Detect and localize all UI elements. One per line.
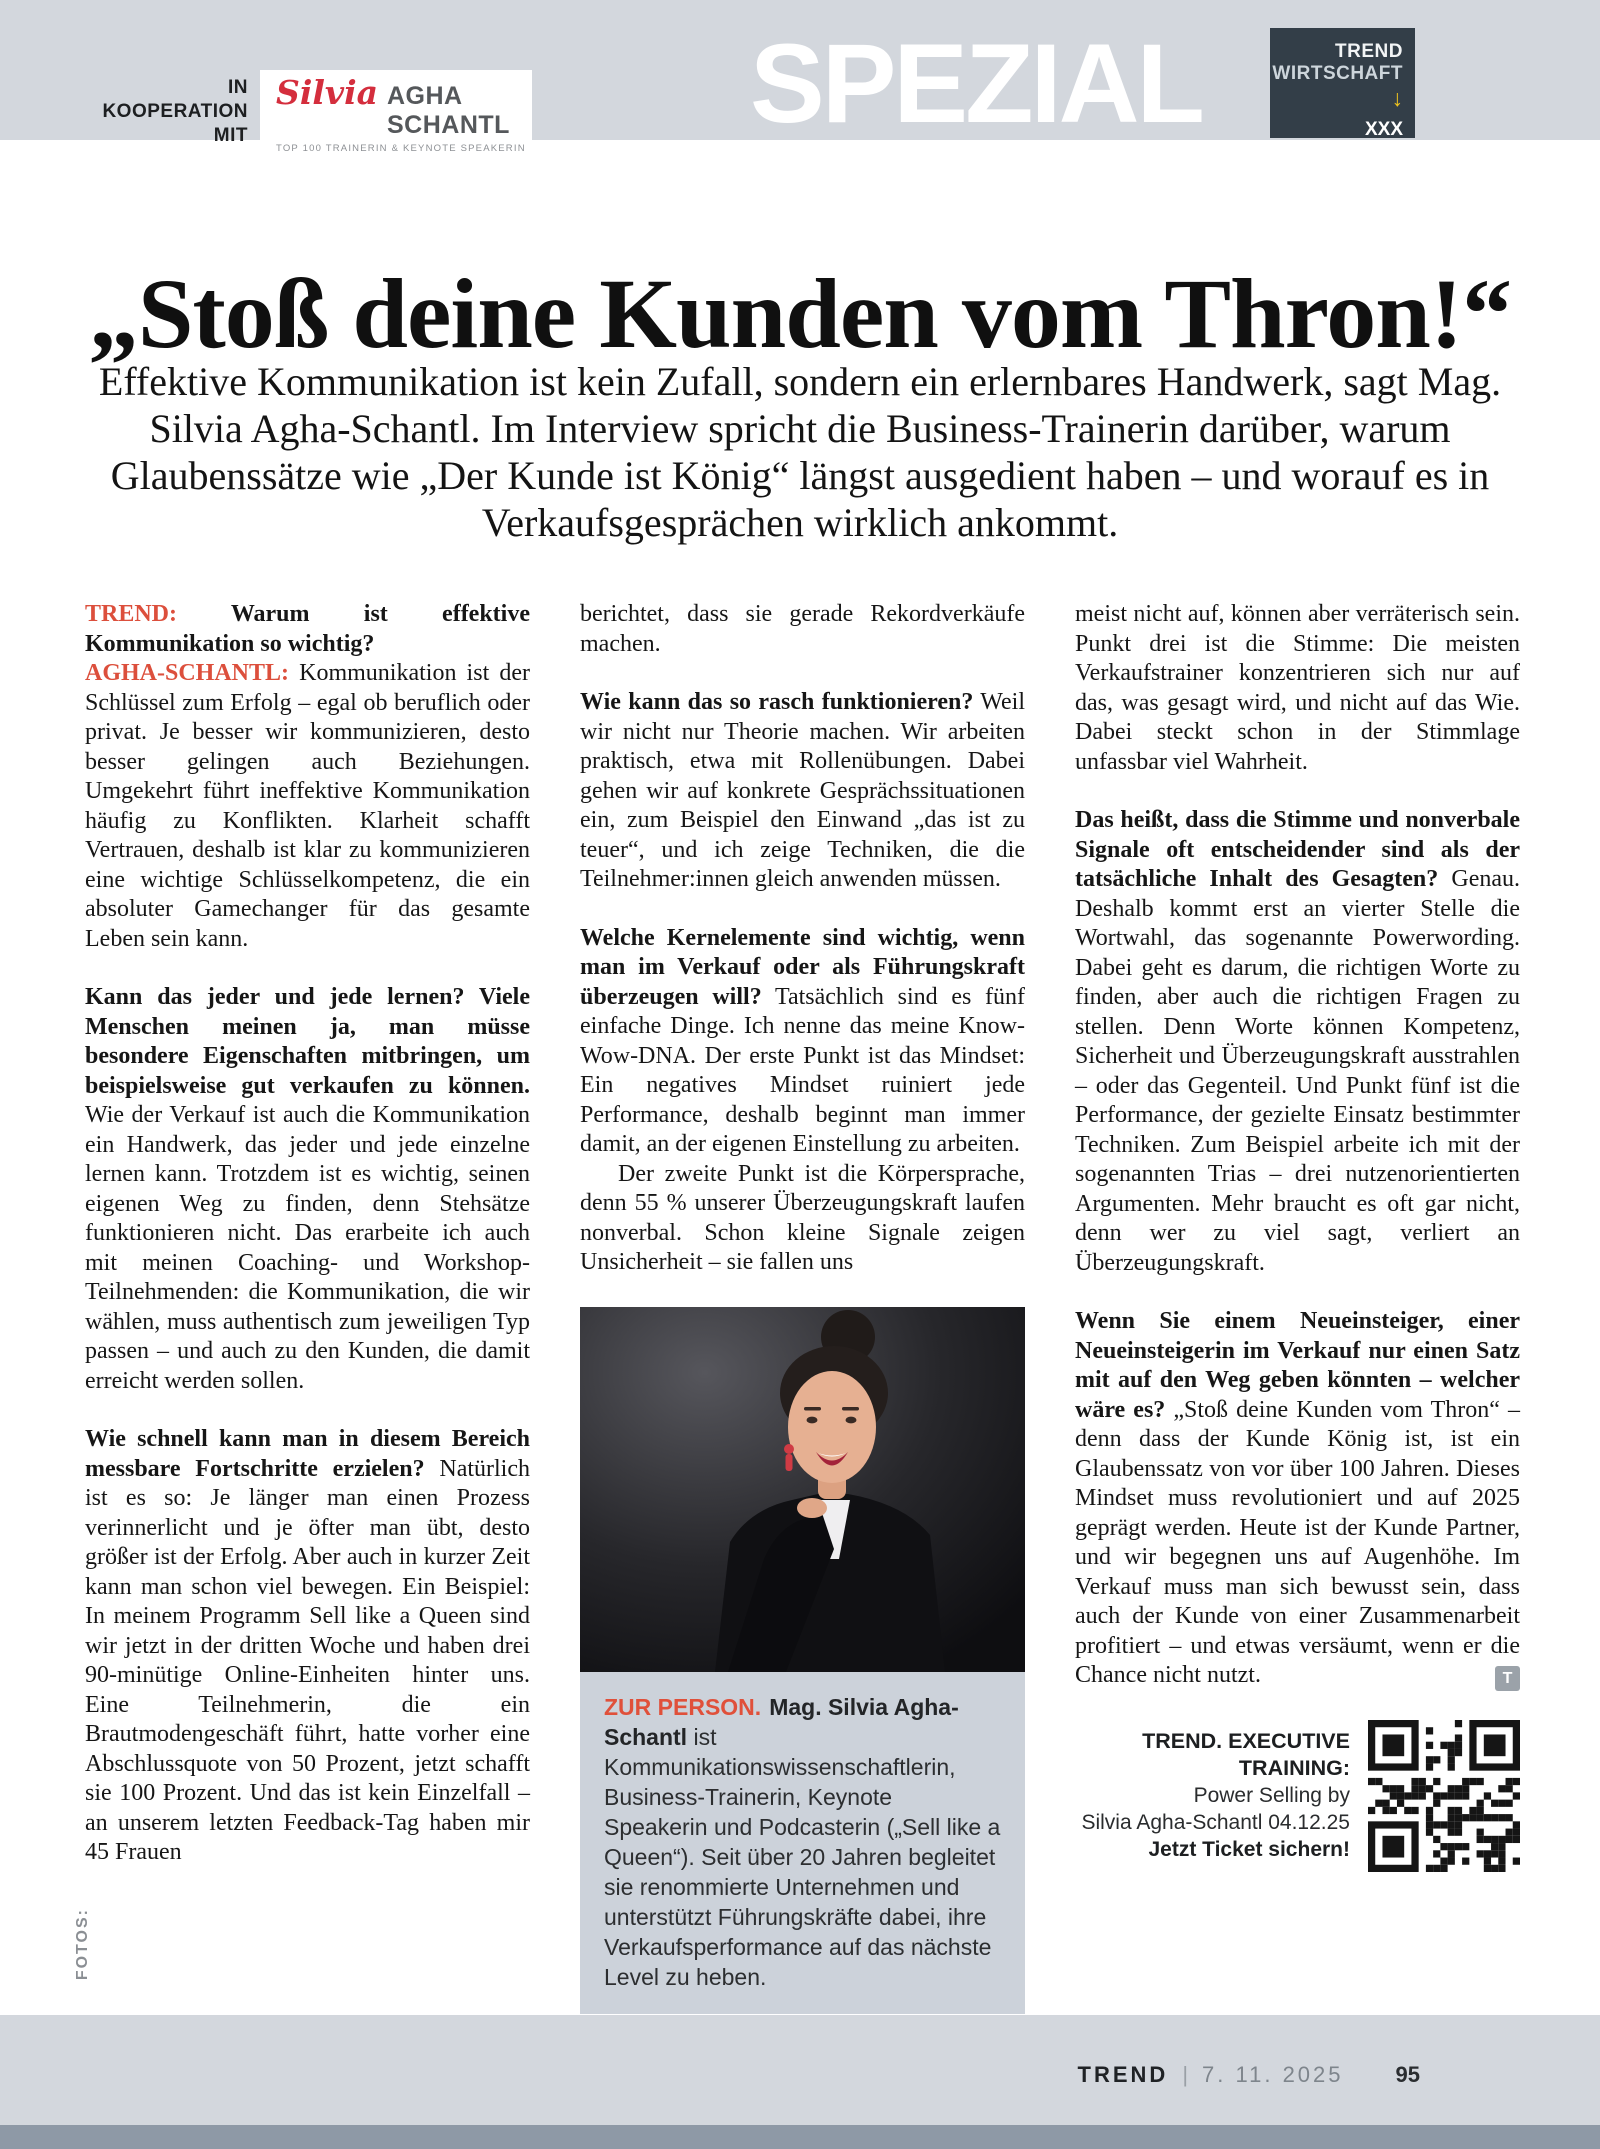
article-paragraph: Kann das jeder und jede lernen? Viele Menschen meinen ja, man müsse besondere Eigenschaften mitbringen, um beispielsweise gut verkaufen zu können. Wie der Verkauf ist auch die Kommunikation ein Handwerk, das jeder und jede einzelne lernen kann. Trotzdem ist es wichtig, seinen eigenen Weg zu finden, denn Stehsätze funktionieren nicht. Das erarbeite ich auch mit meinen Coaching- und Workshop-Teilnehmenden: die Kommunikation, die wir wählen, muss authentisch zum jeweiligen Typ passen – und auch zu den Kunden, die damit erreicht werden sollen. [85,984,530,1394]
event-line: Power Selling by [1193,1784,1350,1807]
corner-line-trend: TREND [1335,41,1403,62]
cooperation-line: MIT [213,125,248,146]
article-paragraph: berichtet, dass sie gerade Rekordverkäufe machen. [580,601,1025,657]
caption-label: ZUR PERSON. [604,1693,762,1720]
article-paragraph: Das heißt, dass die Stimme und nonverbale Signale oft entscheidender sind als der tatsächliche Inhalt des Gesagten? Genau. Deshalb kommt erst an vierter Stelle die Wortwahl, das sogenannte Powerwording. Dabei geht es darum, die richtigen Worte zu finden, aber auch die richtigen Fragen zu stellen. Denn Worte können Kompetenz, Sicherheit und Überzeugungskraft ausstrahlen – oder das Gegenteil. Und Punkt fünf ist die Performance, der gezielte Einsatz bestimmter Techniken. Zum Beispiel arbeite ich mit der sogenannten Trias – drei nutzenorientierten Argumenten. Mehr braucht es oft gar nicht, denn wer zu viel sagt, verliert an Überzeugungskraft. [1075,807,1521,1276]
article-paragraph: Wie schnell kann man in diesem Bereich messbare Fortschritte erzielen? Natürlich ist es so: Je länger man einen Prozess verinnerlicht und je öfter man übt, desto größer ist der Erfolg. Aber auch in kurzer Zeit kann man schon viel bewegen. Ein Beispiel: In meinem Programm Sell like a Queen sind wir jetzt in der dritten Woche und haben drei 90-minütige Online-Einheiten hinter uns. Eine Teilnehmerin, die ein Brautmodengeschäft führt, hatte vorher eine Abschlussquote von 50 Prozent, jetzt schafft sie 100 Prozent. Und das ist kein Einzelfall – an unserem letzten Feedback-Tag haben mir 45 Frauen [85,1426,530,1865]
person-caption-box [580,1672,1025,2014]
article-headline: „Stoß deine Kunden vom Thron!“ [88,258,1512,369]
logo-tagline: TOP 100 TRAINERIN & KEYNOTE SPEAKERIN [276,143,526,154]
caption-text: ist Kommunikationswissenschaftlerin, Business-Trainerin, Keynote Speakerin und Podcasterin („Sell like a Queen“). Seit über 20 Jahren begleitet sie renommierte Unternehmen und unterstützt Führungskräfte dabei, ihre Verkaufsperformance auf das nächste Level zu heben. [604,1723,1001,1990]
article-paragraph: Welche Kernelemente sind wichtig, wenn man im Verkauf oder als Führungskraft überzeugen will? Tatsächlich sind es fünf einfache Dinge. Ich nenne das meine Know-Wow-DNA. Der erste Punkt ist das Mindset: Ein negatives Mindset ruiniert jede Performance, deshalb beginnt man immer damit, an der eigenen Einstellung zu arbeiten. [580,924,1025,1157]
interview-photo [580,1307,1025,1672]
article-paragraph: Wie kann das so rasch funktionieren? Weil wir nicht nur Theorie machen. Wir arbeiten praktisch, etwa mit Rollenübungen. Dabei gehen wir auf konkrete Gesprächssituationen ein, zum Beispiel den Einwand „das ist zu teuer“, und ich zeige Techniken, die die Teilnehmer:innen gleich anwenden müssen. [580,689,1025,892]
section-title: SPEZIAL [750,21,1202,146]
article-subhead: Effektive Kommunikation ist kein Zufall, sondern ein erlernbares Handwerk, sagt Mag. Silvia Agha-Schantl. Im Interview spricht die Business-Trainerin darüber, warum Glaubenssätze wie „Der Kunde ist König“ längst ausgedient haben – und worauf es in Verkaufsgesprächen wirklich ankommt. [98,359,1502,545]
logo-script-text: Silvia [276,73,378,112]
footer-separator: | [1182,2062,1189,2087]
corner-line-wirtschaft: WIRTSCHAFT [1272,63,1403,84]
event-promo-text [1075,1728,1350,1863]
article-paragraph: Wenn Sie einem Neueinsteiger, einer Neueinsteigerin im Verkauf nur einen Satz mit auf den Weg geben könnten – welcher wäre es? „Stoß deine Kunden vom Thron“ – denn dass der Kunde König ist, ist ein Glaubenssatz von vor über 100 Jahren. Dieses Mindset muss revolutioniert und auf 2025 geprägt werden. Heute ist der Kunde Partner, und wir begegnen uns auf Augenhöhe. Im Verkauf muss man sich bewusst sein, dass auch der Kunde von einer Zusammenarbeit profitiert – und etwas versäumt, wenn er die Chance nicht nutzt. T [1075,1307,1520,1691]
event-promo-block [1075,1720,1520,1872]
column-3 [1075,600,1520,2014]
page-edge-strip [0,2125,1600,2149]
caption-person-name: Mag. Silvia Agha-Schantl [604,1693,959,1750]
partner-logo [260,70,532,154]
cooperation-note [70,76,248,148]
trend-wirtschaft-box [1270,28,1415,138]
end-of-article-marker: T [1495,1666,1520,1691]
cooperation-line: IN [228,77,248,98]
article-paragraph: Der zweite Punkt ist die Körpersprache, denn 55 % unserer Überzeugungskraft laufen nonverbal. Schon kleine Signale zeigen Unsicherheit – sie fallen uns [580,1160,1025,1275]
article-paragraph: meist nicht auf, können aber verräterisch sein. Punkt drei ist die Stimme: Die meisten Verkaufstrainer konzentrieren sich nur auf das, was gesagt wird, und nicht auf das Wie. Dabei steckt schon in der Stimmlage unfassbar viel Wahrheit. [1075,601,1520,775]
photo-credit-label: FOTOS: [74,1908,91,1981]
column-2 [580,600,1025,2014]
footer-brand: TREND [1077,2062,1169,2087]
page-footer [1078,2062,1420,2088]
qr-code [1368,1720,1520,1872]
article-paragraph: TREND: Warum ist effektive Kommunikation so wichtig? AGHA-SCHANTL: Kommunikation ist der Schlüssel zum Erfolg – egal ob beruflich oder privat. Je besser wir kommunizieren, desto besser gelingen auch Beziehungen. Umgekehrt führt ineffektive Kommunikation häufig zu Konflikten. Klarheit schafft Vertrauen, deshalb ist klar zu kommunizieren eine wichtige Schlüsselkompetenz, die ein absoluter Gamechanger für das gesamte Leben sein kann. [85,601,530,952]
article-body [85,600,1520,2014]
column-1 [85,600,530,2014]
down-arrow-icon: ↓ [1391,85,1403,111]
event-line: Silvia Agha-Schantl 04.12.25 [1081,1811,1350,1834]
footer-date: 7. 11. 2025 [1202,2062,1344,2087]
cooperation-line: KOOPERATION [102,101,248,122]
logo-name-text: AGHA SCHANTL [387,82,510,139]
corner-line-xxx: XXX [1364,119,1403,140]
event-title: TREND. EXECUTIVE TRAINING: [1142,1729,1350,1780]
page-number: 95 [1395,2062,1420,2087]
event-cta: Jetzt Ticket sichern! [1148,1838,1350,1861]
